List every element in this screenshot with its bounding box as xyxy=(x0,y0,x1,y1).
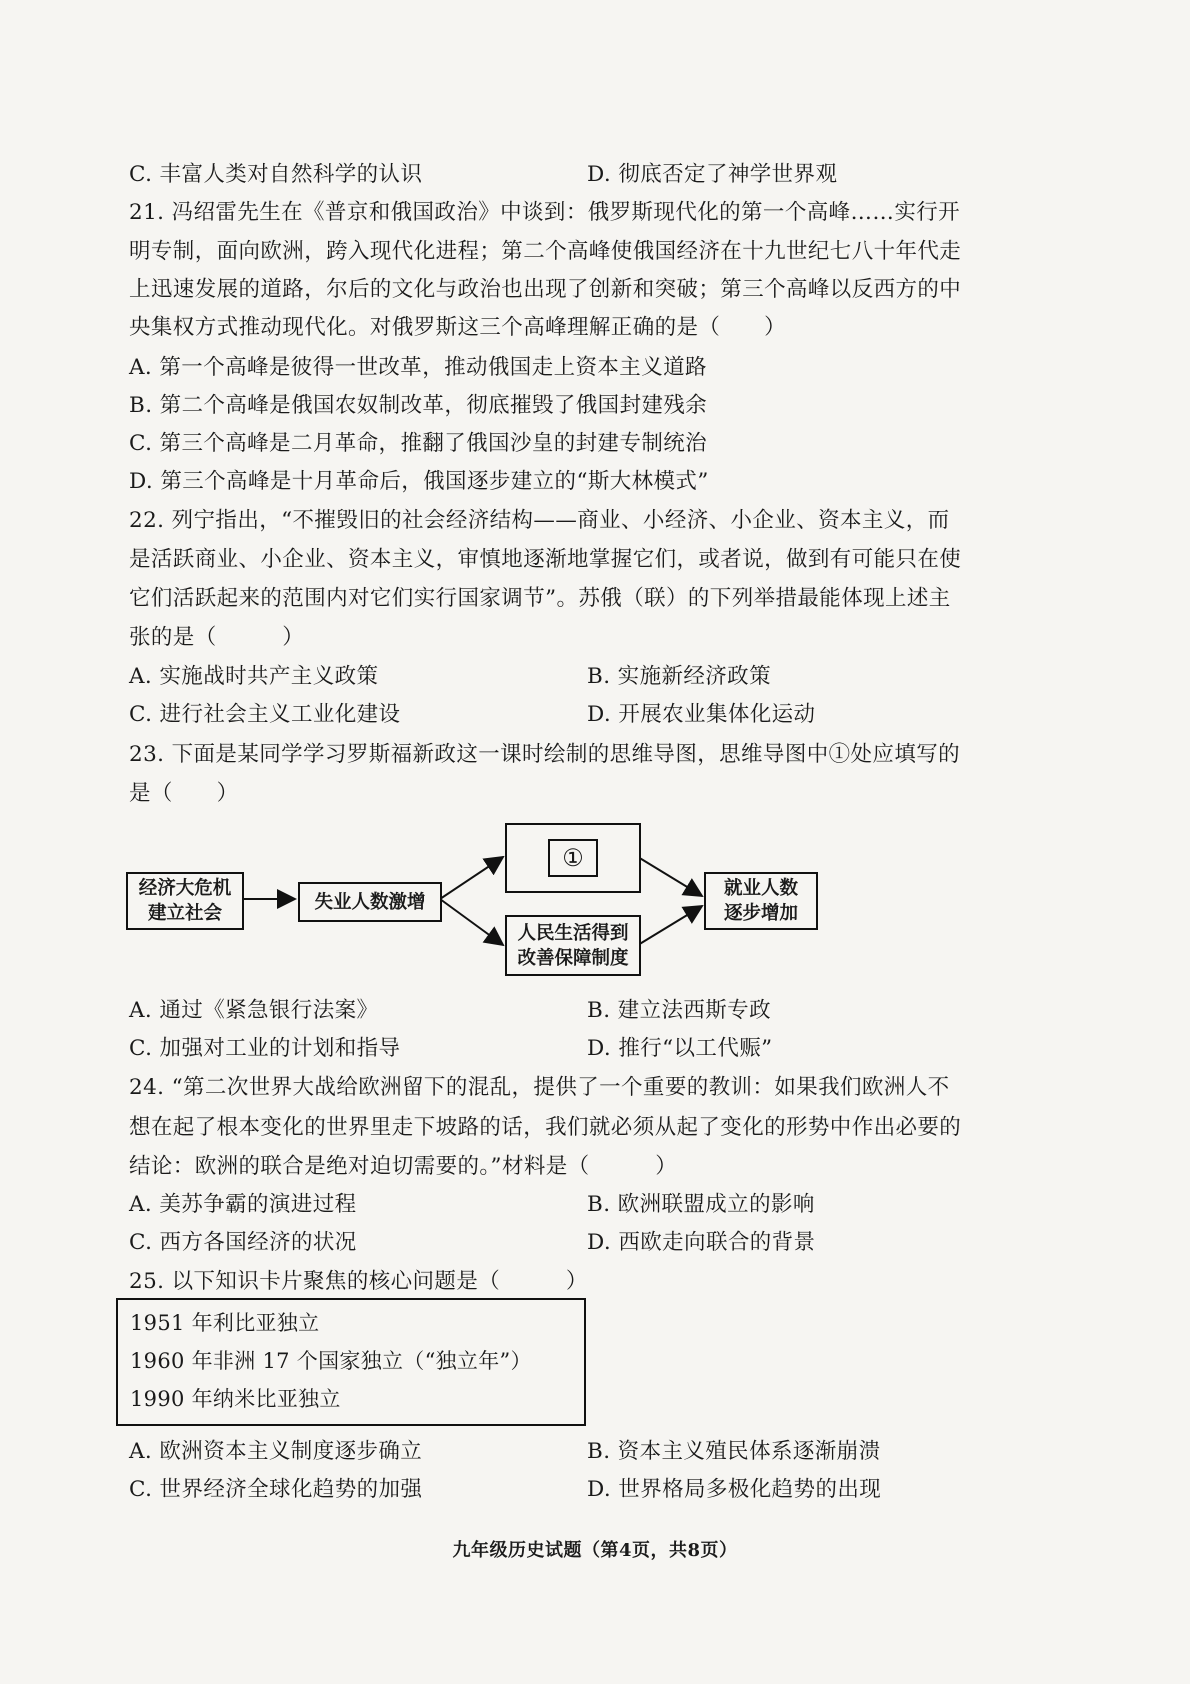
diagram-box-social-security xyxy=(505,915,641,976)
q21-stem-line: 21. 冯绍雷先生在《普京和俄国政治》中谈到：俄罗斯现代化的第一个高峰……实行开 xyxy=(129,200,961,225)
q21-stem-line: 上迅速发展的道路，尔后的文化与政治也出现了创新和突破；第三个高峰以反西方的中 xyxy=(129,277,962,302)
q23-stem-line: 是（ ） xyxy=(129,781,239,806)
q25-option-b: B. 资本主义殖民体系逐渐崩溃 xyxy=(587,1439,881,1464)
diagram-box-line: 经济大危机 xyxy=(138,878,232,899)
q21-option-c: C. 第三个高峰是二月革命，推翻了俄国沙皇的封建专制统治 xyxy=(129,431,708,456)
q25-option-d: D. 世界格局多极化趋势的出现 xyxy=(587,1477,882,1502)
q20-option-d: D. 彻底否定了神学世界观 xyxy=(587,162,838,187)
q22-option-a: A. 实施战时共产主义政策 xyxy=(129,664,379,689)
knowledge-card-line: 1990 年纳米比亚独立 xyxy=(130,1387,341,1411)
q23-option-d: D. 推行“以工代赈” xyxy=(587,1036,773,1061)
q22-option-b: B. 实施新经济政策 xyxy=(587,664,771,689)
q24-option-a: A. 美苏争霸的演进过程 xyxy=(129,1192,357,1217)
page-footer: 九年级历史试题（第4页，共8页） xyxy=(452,1540,738,1561)
diagram-box-line: 逐步增加 xyxy=(723,903,798,924)
q24-option-c: C. 西方各国经济的状况 xyxy=(129,1230,357,1255)
q21-option-a: A. 第一个高峰是彼得一世改革，推动俄国走上资本主义道路 xyxy=(129,355,707,380)
q21-stem-line: 明专制，面向欧洲，跨入现代化进程；第二个高峰使俄国经济在十九世纪七八十年代走 xyxy=(129,239,962,264)
q22-option-c: C. 进行社会主义工业化建设 xyxy=(129,702,401,727)
diagram-blank-marker: ① xyxy=(548,839,598,877)
q21-option-d: D. 第三个高峰是十月革命后，俄国逐步建立的“斯大林模式” xyxy=(129,469,709,494)
diagram-box-line: 人民生活得到 xyxy=(517,922,629,944)
diagram-box-line: 就业人数 xyxy=(723,878,798,899)
diagram-box-unemployment xyxy=(298,882,442,922)
q25-option-a: A. 欧洲资本主义制度逐步确立 xyxy=(129,1439,423,1464)
knowledge-card-line: 1960 年非洲 17 个国家独立（“独立年”） xyxy=(130,1349,532,1373)
diagram-box-line: 建立社会 xyxy=(147,903,222,924)
diagram-box-label: 失业人数激增 xyxy=(314,891,426,913)
diagram-box-economic-crisis xyxy=(126,872,244,930)
q21-stem-line: 央集权方式推动现代化。对俄罗斯这三个高峰理解正确的是（ ） xyxy=(129,315,787,340)
q23-option-c: C. 加强对工业的计划和指导 xyxy=(129,1036,401,1061)
diagram-box-employment-increase xyxy=(704,872,818,930)
q22-stem-line: 它们活跃起来的范围内对它们实行国家调节”。苏俄（联）的下列举措最能体现上述主 xyxy=(129,586,951,611)
q23-stem-line: 23. 下面是某同学学习罗斯福新政这一课时绘制的思维导图，思维导图中①处应填写的 xyxy=(129,742,961,767)
q22-stem-line: 22. 列宁指出，“不摧毁旧的社会经济结构——商业、小经济、小企业、资本主义，而 xyxy=(129,508,950,533)
diagram-box-blank-1 xyxy=(505,823,641,893)
q24-stem-line: 想在起了根本变化的世界里走下坡路的话，我们就必须从起了变化的形势中作出必要的 xyxy=(129,1115,962,1140)
q20-option-c: C. 丰富人类对自然科学的认识 xyxy=(129,162,423,187)
q24-option-d: D. 西欧走向联合的背景 xyxy=(587,1230,816,1255)
q25-stem: 25. 以下知识卡片聚焦的核心问题是（ ） xyxy=(129,1269,588,1294)
knowledge-card xyxy=(116,1298,586,1426)
q22-stem-line: 是活跃商业、小企业、资本主义，审慎地逐渐地掌握它们，或者说，做到有可能只在使 xyxy=(129,547,962,572)
q24-option-b: B. 欧洲联盟成立的影响 xyxy=(587,1192,815,1217)
diagram-box-line: 改善保障制度 xyxy=(517,947,629,969)
q23-option-b: B. 建立法西斯专政 xyxy=(587,998,771,1023)
q22-option-d: D. 开展农业集体化运动 xyxy=(587,702,816,727)
q25-option-c: C. 世界经济全球化趋势的加强 xyxy=(129,1477,423,1502)
q21-option-b: B. 第二个高峰是俄国农奴制改革，彻底摧毁了俄国封建残余 xyxy=(129,393,708,418)
q24-stem-line: 24. “第二次世界大战给欧洲留下的混乱，提供了一个重要的教训：如果我们欧洲人不 xyxy=(129,1075,950,1100)
q23-option-a: A. 通过《紧急银行法案》 xyxy=(129,998,379,1023)
knowledge-card-line: 1951 年利比亚独立 xyxy=(130,1311,320,1335)
q24-stem-line: 结论：欧洲的联合是绝对迫切需要的。”材料是（ ） xyxy=(129,1154,678,1179)
q22-stem-line: 张的是（ ） xyxy=(129,625,305,650)
